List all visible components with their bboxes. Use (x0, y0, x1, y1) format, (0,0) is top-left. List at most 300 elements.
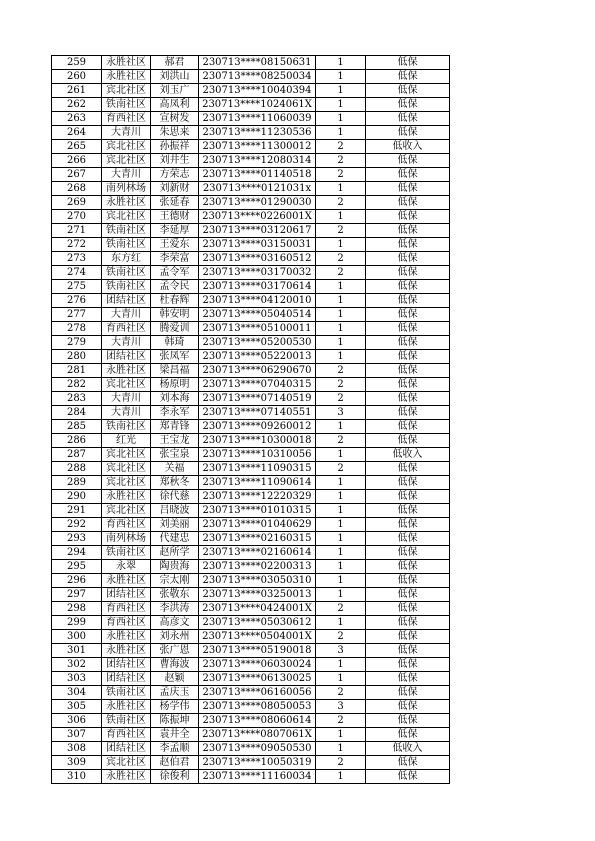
person-name-cell: 杜春辉 (151, 294, 199, 308)
household-size-cell: 2 (316, 434, 366, 448)
row-number-cell: 273 (52, 252, 102, 266)
person-name-cell: 赵伯君 (151, 756, 199, 770)
community-name-cell: 铁南社区 (102, 686, 151, 700)
household-size-cell: 1 (316, 56, 366, 70)
id-number-cell: 230713****05030612 (199, 616, 316, 630)
id-number-cell: 230713****0504001X (199, 630, 316, 644)
id-number-cell: 230713****10050319 (199, 756, 316, 770)
assistance-type-cell: 低保 (366, 420, 450, 434)
person-name-cell: 方荣志 (151, 168, 199, 182)
household-size-cell: 1 (316, 532, 366, 546)
household-size-cell: 1 (316, 126, 366, 140)
row-number-cell: 264 (52, 126, 102, 140)
row-number-cell: 282 (52, 378, 102, 392)
household-size-cell: 1 (316, 728, 366, 742)
row-number-cell: 304 (52, 686, 102, 700)
community-name-cell: 东方红 (102, 252, 151, 266)
household-size-cell: 1 (316, 84, 366, 98)
assistance-type-cell: 低保 (366, 154, 450, 168)
id-number-cell: 230713****0226001X (199, 210, 316, 224)
person-name-cell: 陶贵海 (151, 560, 199, 574)
row-number-cell: 271 (52, 224, 102, 238)
household-size-cell: 1 (316, 336, 366, 350)
community-name-cell: 宾北社区 (102, 756, 151, 770)
assistance-type-cell: 低保 (366, 84, 450, 98)
table-row (52, 630, 450, 644)
person-name-cell: 郝君 (151, 56, 199, 70)
household-size-cell: 1 (316, 490, 366, 504)
id-number-cell: 230713****08060614 (199, 714, 316, 728)
row-number-cell: 261 (52, 84, 102, 98)
table-row (52, 98, 450, 112)
assistance-type-cell: 低保 (366, 504, 450, 518)
table-row (52, 518, 450, 532)
community-name-cell: 大青川 (102, 168, 151, 182)
assistance-type-cell: 低保 (366, 490, 450, 504)
table-row (52, 392, 450, 406)
id-number-cell: 230713****11060039 (199, 112, 316, 126)
household-size-cell: 1 (316, 350, 366, 364)
table-row (52, 112, 450, 126)
assistance-type-cell: 低保 (366, 672, 450, 686)
person-name-cell: 高凤利 (151, 98, 199, 112)
row-number-cell: 269 (52, 196, 102, 210)
id-number-cell: 230713****10040394 (199, 84, 316, 98)
household-size-cell: 2 (316, 714, 366, 728)
table-row (52, 406, 450, 420)
table-row (52, 770, 450, 784)
table-row (52, 140, 450, 154)
community-name-cell: 铁南社区 (102, 266, 151, 280)
table-row (52, 714, 450, 728)
row-number-cell: 268 (52, 182, 102, 196)
community-name-cell: 铁南社区 (102, 224, 151, 238)
person-name-cell: 刘本海 (151, 392, 199, 406)
row-number-cell: 284 (52, 406, 102, 420)
row-number-cell: 308 (52, 742, 102, 756)
table-row (52, 224, 450, 238)
person-name-cell: 张凤军 (151, 350, 199, 364)
row-number-cell: 278 (52, 322, 102, 336)
community-name-cell: 育西社区 (102, 518, 151, 532)
household-size-cell: 1 (316, 588, 366, 602)
community-name-cell: 团结社区 (102, 294, 151, 308)
table-row (52, 196, 450, 210)
row-number-cell: 277 (52, 308, 102, 322)
household-size-cell: 1 (316, 476, 366, 490)
community-name-cell: 大青川 (102, 308, 151, 322)
person-name-cell: 张延春 (151, 196, 199, 210)
household-table (51, 55, 450, 784)
community-name-cell: 永胜社区 (102, 770, 151, 784)
household-size-cell: 2 (316, 392, 366, 406)
person-name-cell: 郑青锋 (151, 420, 199, 434)
id-number-cell: 230713****07140551 (199, 406, 316, 420)
row-number-cell: 303 (52, 672, 102, 686)
community-name-cell: 永胜社区 (102, 574, 151, 588)
household-size-cell: 2 (316, 252, 366, 266)
household-size-cell: 1 (316, 448, 366, 462)
row-number-cell: 310 (52, 770, 102, 784)
community-name-cell: 永胜社区 (102, 490, 151, 504)
community-name-cell: 宾北社区 (102, 378, 151, 392)
assistance-type-cell: 低保 (366, 56, 450, 70)
row-number-cell: 267 (52, 168, 102, 182)
household-size-cell: 1 (316, 322, 366, 336)
household-size-cell: 2 (316, 196, 366, 210)
person-name-cell: 孙振祥 (151, 140, 199, 154)
table-row (52, 686, 450, 700)
person-name-cell: 李荣富 (151, 252, 199, 266)
person-name-cell: 刘美丽 (151, 518, 199, 532)
household-size-cell: 2 (316, 364, 366, 378)
household-size-cell: 3 (316, 644, 366, 658)
person-name-cell: 宗太刚 (151, 574, 199, 588)
row-number-cell: 279 (52, 336, 102, 350)
table-row (52, 154, 450, 168)
household-size-cell: 1 (316, 658, 366, 672)
row-number-cell: 298 (52, 602, 102, 616)
community-name-cell: 永胜社区 (102, 196, 151, 210)
table-row (52, 742, 450, 756)
community-name-cell: 团结社区 (102, 742, 151, 756)
row-number-cell: 275 (52, 280, 102, 294)
person-name-cell: 刘洪山 (151, 70, 199, 84)
table-row (52, 476, 450, 490)
id-number-cell: 230713****08050053 (199, 700, 316, 714)
id-number-cell: 230713****01010315 (199, 504, 316, 518)
assistance-type-cell: 低保 (366, 126, 450, 140)
table-row (52, 70, 450, 84)
id-number-cell: 230713****0121031x (199, 182, 316, 196)
row-number-cell: 301 (52, 644, 102, 658)
community-name-cell: 铁南社区 (102, 546, 151, 560)
id-number-cell: 230713****01290030 (199, 196, 316, 210)
row-number-cell: 259 (52, 56, 102, 70)
household-size-cell: 1 (316, 560, 366, 574)
person-name-cell: 王德财 (151, 210, 199, 224)
id-number-cell: 230713****08150631 (199, 56, 316, 70)
assistance-type-cell: 低保 (366, 168, 450, 182)
person-name-cell: 孟令军 (151, 266, 199, 280)
household-size-cell: 2 (316, 462, 366, 476)
assistance-type-cell: 低保 (366, 686, 450, 700)
community-name-cell: 团结社区 (102, 350, 151, 364)
person-name-cell: 杨学伟 (151, 700, 199, 714)
assistance-type-cell: 低保 (366, 210, 450, 224)
community-name-cell: 永胜社区 (102, 630, 151, 644)
row-number-cell: 286 (52, 434, 102, 448)
table-row (52, 364, 450, 378)
community-name-cell: 宾北社区 (102, 154, 151, 168)
household-size-cell: 1 (316, 420, 366, 434)
household-size-cell: 2 (316, 154, 366, 168)
table-row (52, 644, 450, 658)
id-number-cell: 230713****06160056 (199, 686, 316, 700)
table-row (52, 546, 450, 560)
id-number-cell: 230713****04120010 (199, 294, 316, 308)
row-number-cell: 307 (52, 728, 102, 742)
table-row (52, 210, 450, 224)
household-size-cell: 1 (316, 518, 366, 532)
community-name-cell: 铁南社区 (102, 420, 151, 434)
id-number-cell: 230713****03170614 (199, 280, 316, 294)
assistance-type-cell: 低保 (366, 434, 450, 448)
id-number-cell: 230713****02200313 (199, 560, 316, 574)
community-name-cell: 育西社区 (102, 602, 151, 616)
id-number-cell: 230713****03170032 (199, 266, 316, 280)
household-size-cell: 1 (316, 770, 366, 784)
community-name-cell: 铁南社区 (102, 714, 151, 728)
person-name-cell: 刘玉广 (151, 84, 199, 98)
household-size-cell: 1 (316, 742, 366, 756)
person-name-cell: 高彦文 (151, 616, 199, 630)
person-name-cell: 刘井生 (151, 154, 199, 168)
row-number-cell: 295 (52, 560, 102, 574)
id-number-cell: 230713****05190018 (199, 644, 316, 658)
row-number-cell: 292 (52, 518, 102, 532)
table-body (52, 56, 450, 784)
household-size-cell: 2 (316, 140, 366, 154)
row-number-cell: 276 (52, 294, 102, 308)
id-number-cell: 230713****07140519 (199, 392, 316, 406)
table-row (52, 280, 450, 294)
community-name-cell: 团结社区 (102, 672, 151, 686)
assistance-type-cell: 低收入 (366, 140, 450, 154)
assistance-type-cell: 低保 (366, 546, 450, 560)
household-size-cell: 1 (316, 546, 366, 560)
person-name-cell: 腾爱训 (151, 322, 199, 336)
row-number-cell: 287 (52, 448, 102, 462)
assistance-type-cell: 低保 (366, 266, 450, 280)
person-name-cell: 王宝龙 (151, 434, 199, 448)
id-number-cell: 230713****03050310 (199, 574, 316, 588)
row-number-cell: 302 (52, 658, 102, 672)
household-size-cell: 1 (316, 98, 366, 112)
table-row (52, 350, 450, 364)
assistance-type-cell: 低保 (366, 364, 450, 378)
person-name-cell: 朱思来 (151, 126, 199, 140)
id-number-cell: 230713****03160512 (199, 252, 316, 266)
household-size-cell: 3 (316, 700, 366, 714)
id-number-cell: 230713****11300012 (199, 140, 316, 154)
id-number-cell: 230713****0807061X (199, 728, 316, 742)
assistance-type-cell: 低保 (366, 462, 450, 476)
assistance-type-cell: 低保 (366, 644, 450, 658)
row-number-cell: 300 (52, 630, 102, 644)
community-name-cell: 大青川 (102, 336, 151, 350)
row-number-cell: 299 (52, 616, 102, 630)
assistance-type-cell: 低保 (366, 588, 450, 602)
assistance-type-cell: 低保 (366, 728, 450, 742)
assistance-type-cell: 低保 (366, 378, 450, 392)
person-name-cell: 关福 (151, 462, 199, 476)
household-size-cell: 3 (316, 406, 366, 420)
id-number-cell: 230713****01140518 (199, 168, 316, 182)
table-row (52, 672, 450, 686)
community-name-cell: 永胜社区 (102, 700, 151, 714)
community-name-cell: 大青川 (102, 126, 151, 140)
id-number-cell: 230713****07040315 (199, 378, 316, 392)
id-number-cell: 230713****05040514 (199, 308, 316, 322)
table-row (52, 658, 450, 672)
table-row (52, 322, 450, 336)
assistance-type-cell: 低保 (366, 406, 450, 420)
row-number-cell: 265 (52, 140, 102, 154)
assistance-type-cell: 低保 (366, 98, 450, 112)
assistance-type-cell: 低保 (366, 350, 450, 364)
community-name-cell: 宾北社区 (102, 448, 151, 462)
assistance-type-cell: 低保 (366, 574, 450, 588)
community-name-cell: 宾北社区 (102, 140, 151, 154)
row-number-cell: 280 (52, 350, 102, 364)
row-number-cell: 283 (52, 392, 102, 406)
row-number-cell: 291 (52, 504, 102, 518)
row-number-cell: 289 (52, 476, 102, 490)
assistance-type-cell: 低保 (366, 630, 450, 644)
id-number-cell: 230713****03150031 (199, 238, 316, 252)
community-name-cell: 永胜社区 (102, 364, 151, 378)
table-row (52, 448, 450, 462)
household-size-cell: 1 (316, 672, 366, 686)
person-name-cell: 代建忠 (151, 532, 199, 546)
table-row (52, 616, 450, 630)
row-number-cell: 272 (52, 238, 102, 252)
table-row (52, 126, 450, 140)
person-name-cell: 赵所学 (151, 546, 199, 560)
row-number-cell: 281 (52, 364, 102, 378)
person-name-cell: 孟令民 (151, 280, 199, 294)
id-number-cell: 230713****12220329 (199, 490, 316, 504)
household-size-cell: 2 (316, 266, 366, 280)
id-number-cell: 230713****06130025 (199, 672, 316, 686)
row-number-cell: 297 (52, 588, 102, 602)
person-name-cell: 袁井全 (151, 728, 199, 742)
table-row (52, 462, 450, 476)
community-name-cell: 育西社区 (102, 728, 151, 742)
household-size-cell: 1 (316, 504, 366, 518)
assistance-type-cell: 低保 (366, 70, 450, 84)
community-name-cell: 宾北社区 (102, 210, 151, 224)
household-size-cell: 1 (316, 308, 366, 322)
id-number-cell: 230713****11090315 (199, 462, 316, 476)
household-size-cell: 1 (316, 574, 366, 588)
table-row (52, 728, 450, 742)
id-number-cell: 230713****02160315 (199, 532, 316, 546)
id-number-cell: 230713****09050530 (199, 742, 316, 756)
household-size-cell: 1 (316, 280, 366, 294)
person-name-cell: 宣树发 (151, 112, 199, 126)
assistance-type-cell: 低保 (366, 238, 450, 252)
row-number-cell: 260 (52, 70, 102, 84)
household-size-cell: 1 (316, 70, 366, 84)
id-number-cell: 230713****08250034 (199, 70, 316, 84)
household-size-cell: 2 (316, 224, 366, 238)
assistance-type-cell: 低保 (366, 714, 450, 728)
id-number-cell: 230713****02160614 (199, 546, 316, 560)
household-size-cell: 1 (316, 294, 366, 308)
person-name-cell: 李延厚 (151, 224, 199, 238)
person-name-cell: 王爱东 (151, 238, 199, 252)
assistance-type-cell: 低保 (366, 770, 450, 784)
table-row (52, 602, 450, 616)
row-number-cell: 288 (52, 462, 102, 476)
table-row (52, 182, 450, 196)
table-row (52, 308, 450, 322)
table-row (52, 532, 450, 546)
person-name-cell: 陈振坤 (151, 714, 199, 728)
community-name-cell: 大青川 (102, 392, 151, 406)
person-name-cell: 梁昌福 (151, 364, 199, 378)
id-number-cell: 230713****0424001X (199, 602, 316, 616)
person-name-cell: 韩安明 (151, 308, 199, 322)
household-size-cell: 1 (316, 616, 366, 630)
assistance-type-cell: 低保 (366, 476, 450, 490)
table-row (52, 238, 450, 252)
id-number-cell: 230713****05200530 (199, 336, 316, 350)
row-number-cell: 270 (52, 210, 102, 224)
assistance-type-cell: 低收入 (366, 742, 450, 756)
row-number-cell: 294 (52, 546, 102, 560)
person-name-cell: 徐代慈 (151, 490, 199, 504)
assistance-type-cell: 低保 (366, 560, 450, 574)
person-name-cell: 李洪涛 (151, 602, 199, 616)
person-name-cell: 徐俊利 (151, 770, 199, 784)
table-row (52, 504, 450, 518)
assistance-type-cell: 低保 (366, 616, 450, 630)
row-number-cell: 296 (52, 574, 102, 588)
assistance-type-cell: 低保 (366, 392, 450, 406)
id-number-cell: 230713****05220013 (199, 350, 316, 364)
household-size-cell: 1 (316, 112, 366, 126)
table-row (52, 56, 450, 70)
household-size-cell: 2 (316, 756, 366, 770)
table-row (52, 588, 450, 602)
row-number-cell: 305 (52, 700, 102, 714)
row-number-cell: 293 (52, 532, 102, 546)
community-name-cell: 南列林场 (102, 532, 151, 546)
id-number-cell: 230713****10310056 (199, 448, 316, 462)
household-size-cell: 2 (316, 378, 366, 392)
community-name-cell: 宾北社区 (102, 476, 151, 490)
household-size-cell: 2 (316, 168, 366, 182)
row-number-cell: 274 (52, 266, 102, 280)
table-row (52, 700, 450, 714)
community-name-cell: 大青川 (102, 406, 151, 420)
row-number-cell: 290 (52, 490, 102, 504)
id-number-cell: 230713****06030024 (199, 658, 316, 672)
id-number-cell: 230713****11230536 (199, 126, 316, 140)
id-number-cell: 230713****09260012 (199, 420, 316, 434)
row-number-cell: 285 (52, 420, 102, 434)
community-name-cell: 宾北社区 (102, 84, 151, 98)
row-number-cell: 309 (52, 756, 102, 770)
community-name-cell: 团结社区 (102, 588, 151, 602)
person-name-cell: 李孟顺 (151, 742, 199, 756)
table-row (52, 378, 450, 392)
person-name-cell: 张宝泉 (151, 448, 199, 462)
assistance-type-cell: 低保 (366, 252, 450, 266)
assistance-type-cell: 低收入 (366, 448, 450, 462)
row-number-cell: 266 (52, 154, 102, 168)
table-row (52, 560, 450, 574)
row-number-cell: 306 (52, 714, 102, 728)
table-row (52, 420, 450, 434)
person-name-cell: 刘永州 (151, 630, 199, 644)
community-name-cell: 团结社区 (102, 658, 151, 672)
id-number-cell: 230713****01040629 (199, 518, 316, 532)
community-name-cell: 育西社区 (102, 112, 151, 126)
